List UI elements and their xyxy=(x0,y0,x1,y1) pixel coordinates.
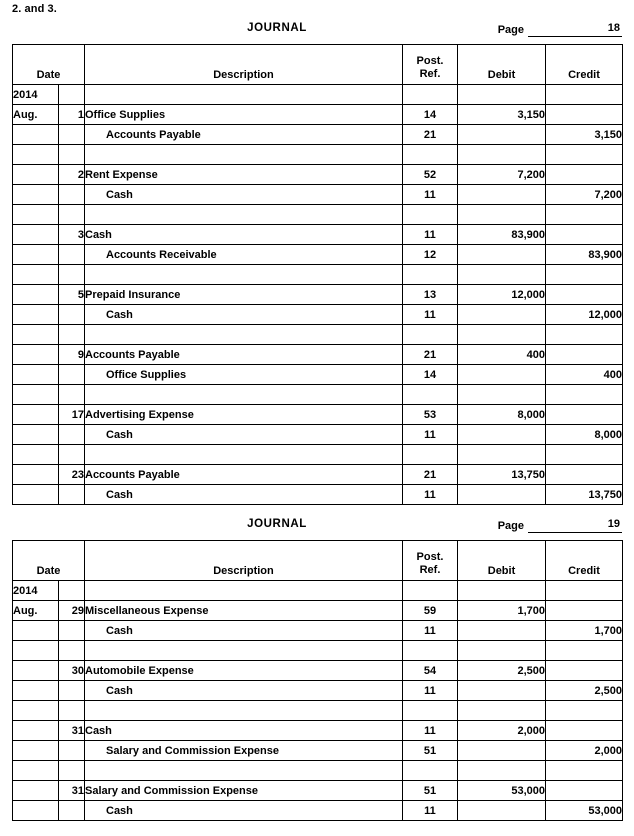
cell-post-ref: 52 xyxy=(403,165,458,185)
cell-date-month xyxy=(13,245,59,265)
cell-post-ref xyxy=(403,325,458,345)
cell-date-day xyxy=(59,125,85,145)
cell-post-ref: 21 xyxy=(403,465,458,485)
cell-debit-amount xyxy=(458,145,546,165)
cell-description-debit xyxy=(85,581,403,601)
cell-credit-amount: 13,750 xyxy=(546,485,623,505)
cell-debit-amount: 7,200 xyxy=(458,165,546,185)
cell-date-day xyxy=(59,145,85,165)
cell-date-day: 31 xyxy=(59,781,85,801)
table-row xyxy=(13,365,623,385)
cell-date-month xyxy=(13,701,59,721)
cell-description-debit xyxy=(85,205,403,225)
cell-date-month xyxy=(13,465,59,485)
cell-post-ref: 51 xyxy=(403,741,458,761)
page-number-field xyxy=(498,22,622,37)
table-row-blank xyxy=(13,385,623,405)
cell-debit-amount: 8,000 xyxy=(458,405,546,425)
table-row-blank xyxy=(13,445,623,465)
table-row xyxy=(13,465,623,485)
cell-debit-amount xyxy=(458,741,546,761)
cell-debit-amount: 2,000 xyxy=(458,721,546,741)
cell-date-month xyxy=(13,265,59,285)
cell-date-day: 31 xyxy=(59,721,85,741)
cell-post-ref: 11 xyxy=(403,621,458,641)
table-row xyxy=(13,245,623,265)
cell-date-day: 1 xyxy=(59,105,85,125)
cell-description-debit xyxy=(85,145,403,165)
cell-credit-amount xyxy=(546,761,623,781)
cell-date-month xyxy=(13,145,59,165)
cell-date-day xyxy=(59,681,85,701)
cell-credit-amount xyxy=(546,721,623,741)
cell-description-debit: Rent Expense xyxy=(85,165,403,185)
cell-debit-amount: 13,750 xyxy=(458,465,546,485)
cell-date-month xyxy=(13,345,59,365)
cell-date-month xyxy=(13,781,59,801)
cell-debit-amount xyxy=(458,641,546,661)
cell-post-ref: 59 xyxy=(403,601,458,621)
cell-date-month xyxy=(13,185,59,205)
cell-date-month xyxy=(13,741,59,761)
table-row xyxy=(13,801,623,821)
cell-date-month xyxy=(13,621,59,641)
cell-description-debit: Cash xyxy=(85,225,403,245)
cell-debit-amount xyxy=(458,761,546,781)
column-header-debit: Debit xyxy=(458,45,546,85)
cell-description-credit: Cash xyxy=(85,425,403,445)
table-row xyxy=(13,425,623,445)
journal-block-2 xyxy=(0,514,634,821)
cell-date-day xyxy=(59,581,85,601)
cell-date-day: 29 xyxy=(59,601,85,621)
cell-post-ref: 51 xyxy=(403,781,458,801)
cell-date-day: 23 xyxy=(59,465,85,485)
problem-label: 2. and 3. xyxy=(12,3,57,15)
cell-credit-amount xyxy=(546,641,623,661)
cell-date-day xyxy=(59,621,85,641)
cell-date-day xyxy=(59,701,85,721)
cell-post-ref: 11 xyxy=(403,721,458,741)
cell-date-month xyxy=(13,225,59,245)
cell-debit-amount: 1,700 xyxy=(458,601,546,621)
cell-post-ref: 14 xyxy=(403,105,458,125)
cell-post-ref: 53 xyxy=(403,405,458,425)
cell-description-debit: Miscellaneous Expense xyxy=(85,601,403,621)
cell-date-month xyxy=(13,405,59,425)
table-row xyxy=(13,285,623,305)
cell-debit-amount xyxy=(458,365,546,385)
cell-date-day xyxy=(59,205,85,225)
page-number-value: 18 xyxy=(528,22,622,37)
cell-post-ref: 11 xyxy=(403,801,458,821)
cell-credit-amount: 83,900 xyxy=(546,245,623,265)
cell-credit-amount xyxy=(546,225,623,245)
cell-date-day: 30 xyxy=(59,661,85,681)
cell-post-ref: 54 xyxy=(403,661,458,681)
page-label: Page xyxy=(497,520,524,532)
cell-debit-amount xyxy=(458,385,546,405)
cell-date-day: 3 xyxy=(59,225,85,245)
journal-title: JOURNAL xyxy=(247,22,307,34)
cell-description-debit xyxy=(85,761,403,781)
table-row xyxy=(13,601,623,621)
cell-post-ref xyxy=(403,85,458,105)
cell-date-month xyxy=(13,365,59,385)
cell-description-debit xyxy=(85,265,403,285)
cell-date-day xyxy=(59,365,85,385)
table-row xyxy=(13,741,623,761)
cell-description-credit: Cash xyxy=(85,801,403,821)
post-ref-line-2: Ref. xyxy=(419,564,441,576)
cell-credit-amount xyxy=(546,165,623,185)
cell-credit-amount xyxy=(546,285,623,305)
cell-date-day xyxy=(59,425,85,445)
page-number-value: 19 xyxy=(528,518,622,533)
table-row xyxy=(13,85,623,105)
cell-credit-amount: 7,200 xyxy=(546,185,623,205)
cell-credit-amount: 1,700 xyxy=(546,621,623,641)
cell-post-ref xyxy=(403,761,458,781)
cell-debit-amount: 2,500 xyxy=(458,661,546,681)
table-row xyxy=(13,485,623,505)
cell-credit-amount: 53,000 xyxy=(546,801,623,821)
cell-credit-amount: 12,000 xyxy=(546,305,623,325)
cell-credit-amount: 400 xyxy=(546,365,623,385)
cell-debit-amount xyxy=(458,621,546,641)
cell-credit-amount xyxy=(546,205,623,225)
cell-post-ref: 12 xyxy=(403,245,458,265)
cell-date-month xyxy=(13,485,59,505)
cell-credit-amount: 8,000 xyxy=(546,425,623,445)
cell-credit-amount: 3,150 xyxy=(546,125,623,145)
table-row xyxy=(13,225,623,245)
cell-post-ref: 11 xyxy=(403,681,458,701)
cell-date-day: 2 xyxy=(59,165,85,185)
cell-date-day xyxy=(59,85,85,105)
cell-date-month xyxy=(13,801,59,821)
cell-date-day xyxy=(59,741,85,761)
cell-date-month xyxy=(13,205,59,225)
cell-post-ref: 11 xyxy=(403,185,458,205)
column-header-credit: Credit xyxy=(546,45,623,85)
cell-date-month xyxy=(13,125,59,145)
cell-debit-amount xyxy=(458,485,546,505)
cell-date-month xyxy=(13,761,59,781)
cell-date-month xyxy=(13,165,59,185)
cell-description-debit: Accounts Payable xyxy=(85,465,403,485)
cell-date-month xyxy=(13,445,59,465)
cell-description-credit: Cash xyxy=(85,305,403,325)
table-row-blank xyxy=(13,145,623,165)
cell-description-credit: Accounts Receivable xyxy=(85,245,403,265)
cell-post-ref: 21 xyxy=(403,345,458,365)
column-header-post-ref xyxy=(403,541,458,581)
cell-post-ref: 14 xyxy=(403,365,458,385)
table-row xyxy=(13,621,623,641)
cell-date-day xyxy=(59,305,85,325)
cell-credit-amount xyxy=(546,465,623,485)
cell-debit-amount xyxy=(458,701,546,721)
cell-post-ref xyxy=(403,145,458,165)
cell-date-month xyxy=(13,325,59,345)
cell-description-credit: Cash xyxy=(85,681,403,701)
cell-credit-amount xyxy=(546,85,623,105)
cell-date-day: 9 xyxy=(59,345,85,365)
cell-debit-amount xyxy=(458,265,546,285)
table-row-blank xyxy=(13,265,623,285)
cell-date-day xyxy=(59,641,85,661)
cell-post-ref xyxy=(403,265,458,285)
cell-date-month xyxy=(13,305,59,325)
cell-debit-amount xyxy=(458,581,546,601)
cell-credit-amount xyxy=(546,265,623,285)
cell-post-ref: 11 xyxy=(403,485,458,505)
cell-description-debit: Accounts Payable xyxy=(85,345,403,365)
cell-description-credit: Salary and Commission Expense xyxy=(85,741,403,761)
post-ref-line-1: Post. xyxy=(416,551,444,563)
journal-header xyxy=(0,18,634,44)
cell-debit-amount: 53,000 xyxy=(458,781,546,801)
cell-date-day xyxy=(59,761,85,781)
table-row xyxy=(13,345,623,365)
cell-credit-amount xyxy=(546,661,623,681)
cell-date-month: 2014 xyxy=(13,581,59,601)
cell-credit-amount xyxy=(546,781,623,801)
cell-description-debit xyxy=(85,325,403,345)
table-header-row xyxy=(13,45,623,85)
cell-credit-amount xyxy=(546,601,623,621)
cell-credit-amount xyxy=(546,445,623,465)
cell-credit-amount xyxy=(546,325,623,345)
table-row xyxy=(13,305,623,325)
cell-description-debit xyxy=(85,445,403,465)
table-row xyxy=(13,165,623,185)
cell-post-ref: 11 xyxy=(403,425,458,445)
table-row xyxy=(13,185,623,205)
cell-debit-amount: 400 xyxy=(458,345,546,365)
cell-post-ref xyxy=(403,641,458,661)
cell-credit-amount xyxy=(546,385,623,405)
cell-description-credit: Cash xyxy=(85,185,403,205)
cell-date-month: Aug. xyxy=(13,601,59,621)
cell-description-debit: Prepaid Insurance xyxy=(85,285,403,305)
cell-date-month xyxy=(13,681,59,701)
cell-debit-amount: 3,150 xyxy=(458,105,546,125)
cell-description-debit xyxy=(85,85,403,105)
cell-debit-amount xyxy=(458,205,546,225)
page-number-field xyxy=(498,518,622,533)
cell-credit-amount: 2,500 xyxy=(546,681,623,701)
table-row xyxy=(13,681,623,701)
cell-credit-amount xyxy=(546,345,623,365)
cell-description-debit xyxy=(85,701,403,721)
cell-debit-amount xyxy=(458,801,546,821)
cell-credit-amount xyxy=(546,145,623,165)
cell-description-credit: Office Supplies xyxy=(85,365,403,385)
cell-post-ref xyxy=(403,205,458,225)
cell-date-day xyxy=(59,185,85,205)
cell-date-day xyxy=(59,385,85,405)
column-header-date: Date xyxy=(13,45,85,85)
column-header-description: Description xyxy=(85,45,403,85)
cell-date-day: 5 xyxy=(59,285,85,305)
cell-post-ref: 11 xyxy=(403,305,458,325)
cell-date-day xyxy=(59,801,85,821)
post-ref-line-2: Ref. xyxy=(419,68,441,80)
cell-description-debit: Cash xyxy=(85,721,403,741)
page-label: Page xyxy=(497,24,524,36)
cell-description-credit: Cash xyxy=(85,485,403,505)
column-header-post-ref xyxy=(403,45,458,85)
cell-debit-amount xyxy=(458,425,546,445)
cell-date-day xyxy=(59,265,85,285)
journal-table xyxy=(12,44,623,505)
table-row-blank xyxy=(13,205,623,225)
cell-date-month xyxy=(13,385,59,405)
table-row xyxy=(13,661,623,681)
journal-table xyxy=(12,540,623,821)
cell-date-month xyxy=(13,661,59,681)
cell-description-credit: Cash xyxy=(85,621,403,641)
column-header-description: Description xyxy=(85,541,403,581)
cell-debit-amount xyxy=(458,245,546,265)
cell-debit-amount xyxy=(458,681,546,701)
cell-description-debit: Salary and Commission Expense xyxy=(85,781,403,801)
cell-date-day xyxy=(59,245,85,265)
cell-debit-amount xyxy=(458,325,546,345)
cell-debit-amount xyxy=(458,85,546,105)
cell-date-month: 2014 xyxy=(13,85,59,105)
cell-debit-amount xyxy=(458,185,546,205)
cell-credit-amount xyxy=(546,405,623,425)
column-header-credit: Credit xyxy=(546,541,623,581)
cell-post-ref xyxy=(403,445,458,465)
table-row xyxy=(13,125,623,145)
cell-post-ref: 11 xyxy=(403,225,458,245)
cell-date-day xyxy=(59,445,85,465)
cell-debit-amount xyxy=(458,125,546,145)
cell-debit-amount xyxy=(458,305,546,325)
cell-date-month xyxy=(13,285,59,305)
cell-debit-amount: 12,000 xyxy=(458,285,546,305)
cell-credit-amount xyxy=(546,105,623,125)
cell-debit-amount xyxy=(458,445,546,465)
cell-description-credit: Accounts Payable xyxy=(85,125,403,145)
cell-description-debit xyxy=(85,385,403,405)
cell-post-ref: 21 xyxy=(403,125,458,145)
cell-post-ref xyxy=(403,581,458,601)
cell-date-day xyxy=(59,325,85,345)
table-row xyxy=(13,105,623,125)
cell-date-day xyxy=(59,485,85,505)
cell-description-debit xyxy=(85,641,403,661)
post-ref-line-1: Post. xyxy=(416,55,444,67)
table-row-blank xyxy=(13,701,623,721)
column-header-date: Date xyxy=(13,541,85,581)
cell-debit-amount: 83,900 xyxy=(458,225,546,245)
cell-description-debit: Office Supplies xyxy=(85,105,403,125)
journal-title: JOURNAL xyxy=(247,518,307,530)
cell-post-ref: 13 xyxy=(403,285,458,305)
cell-date-month xyxy=(13,425,59,445)
table-row-blank xyxy=(13,641,623,661)
table-header-row xyxy=(13,541,623,581)
cell-description-debit: Automobile Expense xyxy=(85,661,403,681)
table-row xyxy=(13,581,623,601)
cell-date-month: Aug. xyxy=(13,105,59,125)
table-row-blank xyxy=(13,325,623,345)
cell-date-month xyxy=(13,641,59,661)
table-row xyxy=(13,721,623,741)
table-row-blank xyxy=(13,761,623,781)
journal-block-1 xyxy=(0,18,634,505)
cell-credit-amount: 2,000 xyxy=(546,741,623,761)
cell-post-ref xyxy=(403,701,458,721)
cell-post-ref xyxy=(403,385,458,405)
cell-date-month xyxy=(13,721,59,741)
cell-credit-amount xyxy=(546,701,623,721)
cell-date-day: 17 xyxy=(59,405,85,425)
column-header-debit: Debit xyxy=(458,541,546,581)
journal-header xyxy=(0,514,634,540)
table-row xyxy=(13,781,623,801)
table-row xyxy=(13,405,623,425)
cell-credit-amount xyxy=(546,581,623,601)
cell-description-debit: Advertising Expense xyxy=(85,405,403,425)
